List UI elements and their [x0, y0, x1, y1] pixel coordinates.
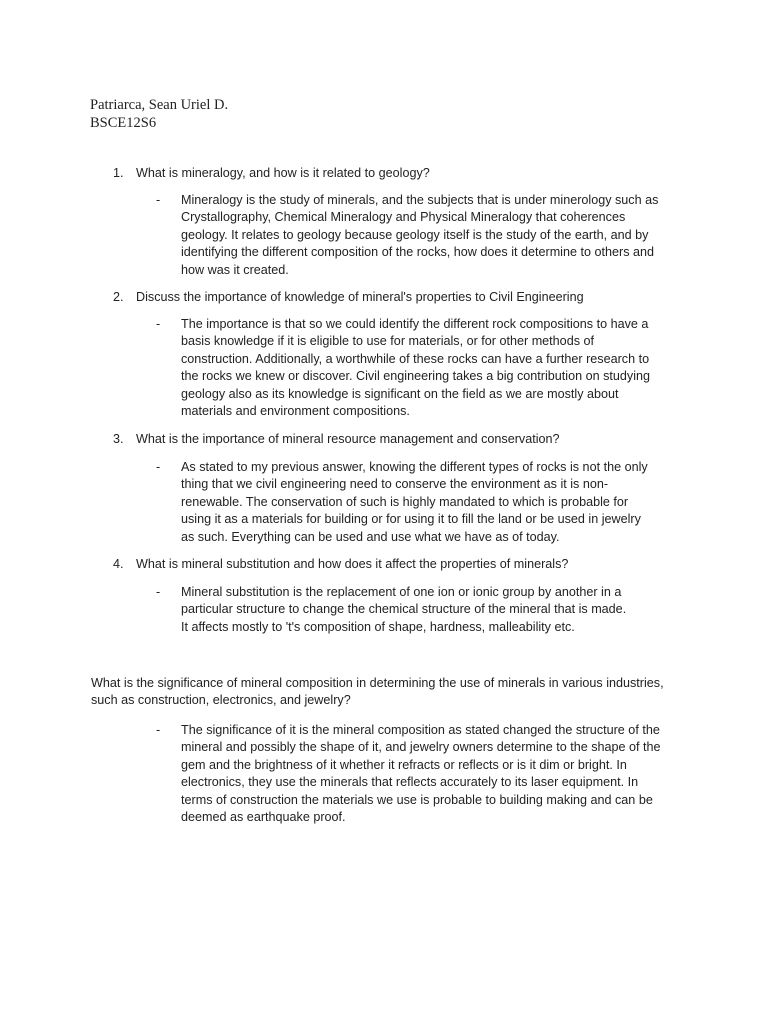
question-number: 2. — [113, 290, 124, 304]
answer-4 — [156, 584, 636, 636]
question-5 — [91, 675, 681, 710]
bullet-dash: - — [156, 585, 161, 599]
answer-text: Mineralogy is the study of minerals, and the subjects that is under minerology such as Crystallography, Chemical Mineralogy and Physical Mineralogy that coherences geology. It relates to geology because geology itself is the study of the earth, and by identifying the different composition of the rocks, how does it determine to others and how was it created. — [181, 193, 659, 277]
question-number: 1. — [113, 166, 124, 180]
question-text: Discuss the importance of knowledge of mineral's properties to Civil Engineering — [136, 290, 584, 304]
answer-1 — [156, 192, 661, 279]
answer-text: Mineral substitution is the replacement of one ion or ionic group by another in a particular structure to change the chemical structure of the mineral that is made. It affects mostly to 't's composition of shape, hardness, malleability etc. — [181, 585, 627, 634]
bullet-dash: - — [156, 317, 161, 331]
question-4 — [113, 556, 673, 573]
student-section: BSCE12S6 — [90, 115, 157, 131]
question-text: What is mineral substitution and how does it affect the properties of minerals? — [136, 557, 569, 571]
answer-3 — [156, 459, 656, 546]
answer-5 — [156, 722, 666, 826]
bullet-dash: - — [156, 460, 161, 474]
question-text: What is the importance of mineral resource management and conservation? — [136, 432, 560, 446]
question-text: What is the significance of mineral composition in determining the use of minerals in various industries, such as construction, electronics, and jewelry? — [91, 676, 664, 708]
question-text: What is mineralogy, and how is it related to geology? — [136, 166, 430, 180]
answer-text: As stated to my previous answer, knowing the different types of rocks is not the only thing that we civil engineering need to conserve the environment as it is non-renewable. The conservation of such is highly mandated to which is probable for using it as a materials for building or for using it to fill the land or be used in jewelry as such. Everything can be used and use what we have as of today. — [181, 460, 648, 544]
question-3 — [113, 431, 673, 448]
student-name: Patriarca, Sean Uriel D. — [90, 97, 229, 113]
bullet-dash: - — [156, 723, 161, 737]
question-1 — [113, 165, 673, 182]
document-header — [90, 96, 228, 132]
question-number: 3. — [113, 432, 124, 446]
answer-text: The importance is that so we could identify the different rock compositions to have a basis knowledge if it is eligible to use for materials, or for other methods of construction. Additionally, a worthwhile of these rocks can have a further research to the rocks we knew or discover. Civil engineering takes a big contribution on studying geology also as its knowledge is significant on the field as we are mostly about materials and environment compositions. — [181, 317, 651, 419]
question-2 — [113, 289, 673, 306]
question-number: 4. — [113, 557, 124, 571]
bullet-dash: - — [156, 193, 161, 207]
answer-2 — [156, 316, 656, 420]
answer-text: The significance of it is the mineral composition as stated changed the structure of the mineral and possibly the shape of it, and jewelry owners determine to the shape of the gem and the brightness of it whether it refracts or reflects or is it dim or bright. In electronics, they use the minerals that reflects accurately to its laser equipment. In terms of construction the materials we use is probable to building making and can be deemed as earthquake proof. — [181, 723, 661, 825]
